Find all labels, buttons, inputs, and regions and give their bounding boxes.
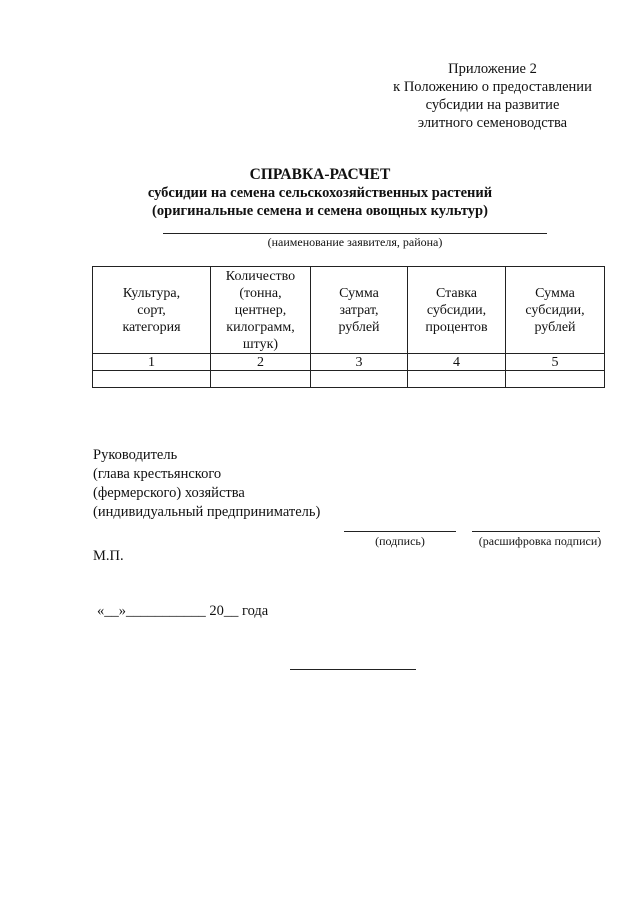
signature-line	[344, 531, 456, 532]
title-main: СПРАВКА-РАСЧЕТ	[249, 166, 391, 183]
table-column-numbers-row	[93, 354, 605, 371]
signature-caption: (подпись)	[375, 534, 425, 548]
header-quantity: Количество (тонна, центнер, килограмм, штук)	[211, 267, 311, 354]
document-title	[120, 165, 520, 220]
title-subtitle-1: субсидии на семена сельскохозяйственных растений	[147, 185, 493, 201]
column-number: 3	[311, 354, 408, 371]
signer-line: (индивидуальный предприниматель)	[93, 504, 321, 520]
stamp-place: М.П.	[93, 548, 124, 564]
header-subsidy-sum: Сумма субсидии, рублей	[506, 267, 605, 354]
table-cell	[506, 371, 605, 388]
appendix-header	[380, 60, 605, 132]
signer-line: (глава крестьянского	[93, 466, 222, 482]
column-number: 2	[211, 354, 311, 371]
table-cell	[211, 371, 311, 388]
appendix-line: Приложение 2	[448, 61, 537, 77]
column-number: 4	[408, 354, 506, 371]
signer-line: (фермерского) хозяйства	[93, 485, 245, 501]
table-header-row	[93, 267, 605, 354]
signer-line: Руководитель	[93, 447, 178, 463]
appendix-line: элитного семеноводства	[417, 115, 568, 131]
header-culture: Культура, сорт, категория	[93, 267, 211, 354]
table-data-row	[93, 371, 605, 388]
title-subtitle-2: (оригинальные семена и семена овощных культур)	[152, 203, 488, 219]
column-number: 1	[93, 354, 211, 371]
applicant-name-line	[163, 233, 547, 234]
signature-decode-line	[472, 531, 600, 532]
applicant-caption: (наименование заявителя, района)	[267, 235, 443, 249]
date-line: «__»___________ 20__ года	[97, 603, 269, 619]
appendix-line: субсидии на развитие	[425, 97, 560, 113]
table-cell	[311, 371, 408, 388]
header-cost-sum: Сумма затрат, рублей	[311, 267, 408, 354]
calculation-table	[92, 266, 605, 388]
closing-line	[290, 669, 416, 670]
signature-decode-caption: (расшифровка подписи)	[478, 534, 602, 548]
column-number: 5	[506, 354, 605, 371]
header-subsidy-rate: Ставка субсидии, процентов	[408, 267, 506, 354]
signer-block	[93, 446, 320, 522]
appendix-line: к Положению о предоставлении	[393, 79, 592, 95]
table-cell	[93, 371, 211, 388]
table-cell	[408, 371, 506, 388]
